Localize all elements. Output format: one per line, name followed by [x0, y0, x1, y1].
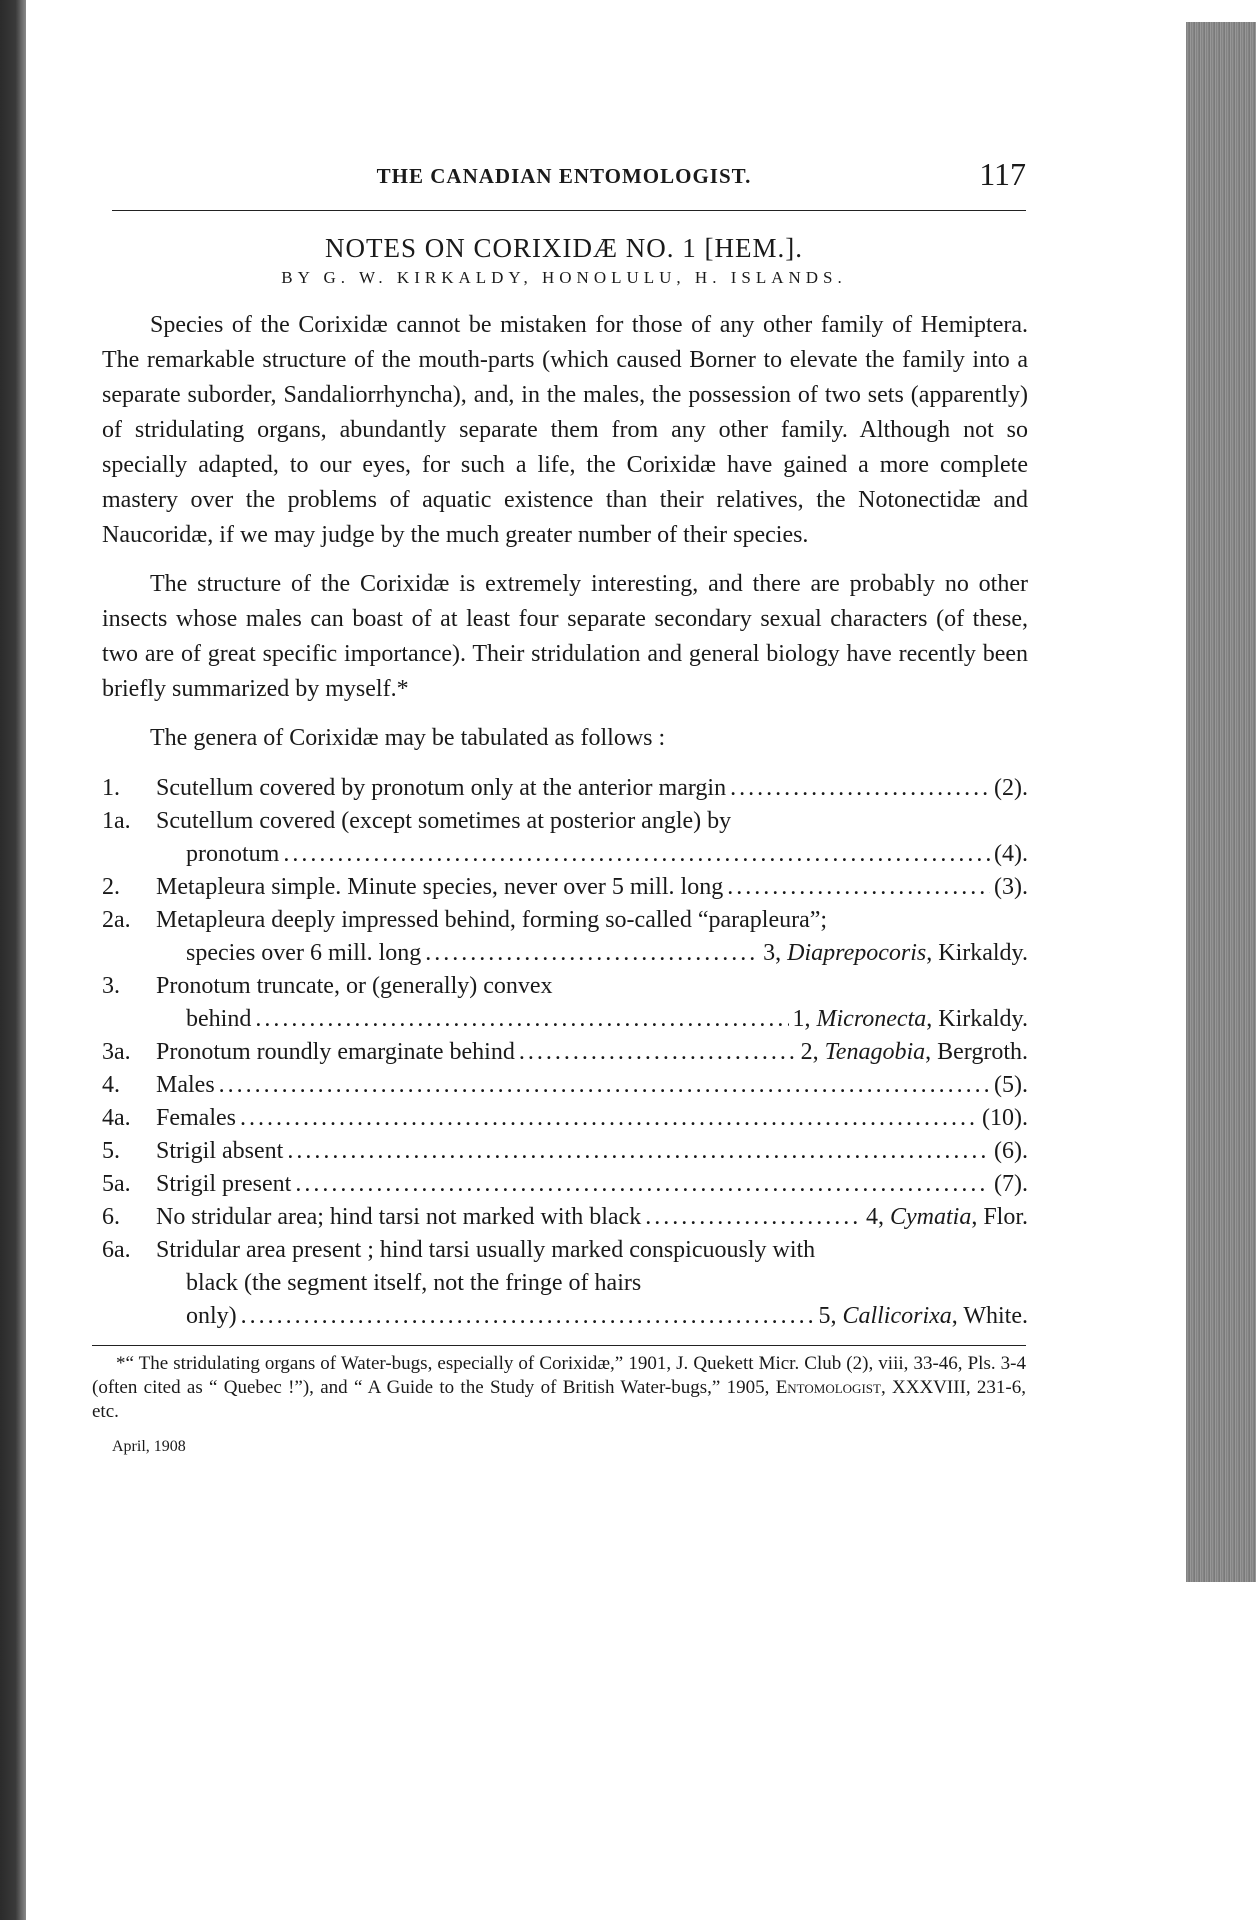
dot-leader [295, 1168, 990, 1201]
paragraph-3: The genera of Corixidæ may be tabulated as follows : [150, 725, 666, 751]
paragraph-2: The structure of the Corixidæ is extremely interesting, and there are probably no other insects whose males can boast of at least four separate secondary sexual characters (of these, two are of great specific importance). Their stridulation and general biology have recently been briefly summarized by myself.* [102, 571, 1028, 702]
dot-leader [255, 1003, 788, 1036]
key-number: 6. [102, 1204, 120, 1230]
key-number: 1a. [102, 808, 131, 834]
key-entry [102, 805, 1028, 871]
key-result: (6). [994, 1138, 1028, 1164]
footnote-text: *“ The stridulating organs of Water-bugs, especially of Corixidæ,” 1901, J. Quekett Micr. Club (2), viii, 33-46, Pls. 3-4 (often cited as “ Quebec !”), and “ A Guide to the Study of British Water-bugs,” 1905, [92, 1353, 1026, 1398]
key-entry [102, 1201, 1028, 1234]
dot-leader [240, 1102, 978, 1135]
key-entry [102, 772, 1028, 805]
running-head [92, 150, 1036, 210]
footnote-rule [92, 1345, 1026, 1346]
key-number: 3a. [102, 1039, 131, 1065]
article-title: NOTES ON CORIXIDÆ NO. 1 [HEM.]. [325, 233, 803, 263]
key-text: Metapleura simple. Minute species, never over 5 mill. long [156, 874, 724, 900]
genus-number: 3, [763, 940, 782, 966]
key-number: 3. [102, 973, 120, 999]
genus-author: , Kirkaldy. [926, 940, 1028, 966]
key-number: 5a. [102, 1171, 131, 1197]
key-text: Females [156, 1105, 236, 1131]
genus-name: Micronecta [816, 1006, 927, 1032]
dot-leader [645, 1201, 862, 1234]
genus-number: 2, [800, 1039, 819, 1065]
key-result [763, 937, 1028, 970]
key-text: Pronotum roundly emarginate behind [156, 1039, 515, 1065]
dot-leader [287, 1135, 990, 1168]
genus-author: , White. [951, 1303, 1028, 1329]
key-result: (4). [994, 841, 1028, 867]
key-text: Scutellum covered (except sometimes at posterior angle) by [156, 808, 732, 834]
genus-author: , Flor. [971, 1204, 1028, 1230]
genus-author: , Kirkaldy. [926, 1006, 1028, 1032]
dot-leader [283, 838, 990, 871]
key-result: (7). [994, 1171, 1028, 1197]
genus-name: Cymatia [889, 1204, 972, 1230]
footnote-journal: Entomologist [775, 1377, 881, 1398]
key-result: (3). [994, 874, 1028, 900]
page [92, 150, 1036, 1710]
key-entry [102, 1036, 1028, 1069]
key-continuation: black (the segment itself, not the fringe of hairs [186, 1270, 642, 1296]
genus-number: 5, [818, 1303, 837, 1329]
key-text: Metapleura deeply impressed behind, forming so-called “parapleura”; [156, 907, 828, 933]
key-number: 6a. [102, 1237, 131, 1263]
footnote-tail: , XXXVIII, 231-6, etc. [92, 1377, 1027, 1422]
dot-leader [425, 937, 759, 970]
key-entry [102, 1234, 1028, 1333]
key-number: 4a. [102, 1105, 131, 1131]
key-entry [102, 1069, 1028, 1102]
page-edges [1186, 22, 1256, 1582]
genus-name: Tenagobia [824, 1039, 926, 1065]
genus-name: Diaprepocoris [787, 940, 927, 966]
byline: BY G. W. KIRKALDY, HONOLULU, H. ISLANDS. [281, 268, 847, 287]
key-continuation: behind [186, 1006, 252, 1032]
key-entry [102, 904, 1028, 970]
key-text: Males [156, 1072, 215, 1098]
key-result [818, 1300, 1028, 1333]
key-result [801, 1036, 1028, 1069]
genus-number: 4, [865, 1204, 884, 1230]
book-spine-shadow [0, 0, 26, 1920]
key-number: 1. [102, 775, 120, 801]
journal-title: THE CANADIAN ENTOMOLOGIST. [376, 164, 752, 188]
key-result: (2). [994, 775, 1028, 801]
key-continuation: pronotum [186, 841, 280, 867]
genera-key [102, 772, 1028, 1333]
genus-name: Callicorixa [842, 1303, 952, 1329]
key-result [866, 1201, 1028, 1234]
key-text: Strigil present [156, 1171, 292, 1197]
key-number: 2a. [102, 907, 131, 933]
header-rule [112, 210, 1026, 211]
key-number: 4. [102, 1072, 120, 1098]
dot-leader [241, 1300, 815, 1333]
dot-leader [730, 772, 990, 805]
key-text: Pronotum truncate, or (generally) convex [156, 973, 553, 999]
footnote [92, 1352, 1026, 1424]
key-entry [102, 1102, 1028, 1135]
key-entry [102, 1135, 1028, 1168]
key-text: No stridular area; hind tarsi not marked with black [156, 1204, 642, 1230]
key-entry [102, 871, 1028, 904]
dot-leader [219, 1069, 990, 1102]
key-result: (5). [994, 1072, 1028, 1098]
key-continuation: species over 6 mill. long [186, 940, 422, 966]
genus-author: , Bergroth. [925, 1039, 1028, 1065]
page-number: 117 [979, 156, 1026, 192]
dot-leader [519, 1036, 797, 1069]
paragraph-1: Species of the Corixidæ cannot be mistaken for those of any other family of Hemiptera. The remarkable structure of the mouth-parts (which caused Borner to elevate the family into a separate suborder, Sandaliorrhyncha), and, in the males, the possession of two sets (apparently) of stridulating organs, abundantly separate them from any other family. Although not so specially adapted, to our eyes, for such a life, the Corixidæ have gained a more complete mastery over the problems of aquatic existence than their relatives, the Notonectidæ and Naucoridæ, if we may judge by the much greater number of their species. [102, 312, 1028, 548]
key-entry [102, 1168, 1028, 1201]
key-text: Scutellum covered by pronotum only at the anterior margin [156, 775, 727, 801]
dot-leader [727, 871, 990, 904]
key-number: 2. [102, 874, 120, 900]
key-result [793, 1003, 1029, 1036]
issue-date: April, 1908 [112, 1438, 186, 1455]
key-entry [102, 970, 1028, 1036]
key-text: Stridular area present ; hind tarsi usually marked conspicuously with [156, 1237, 816, 1263]
genus-number: 1, [792, 1006, 811, 1032]
key-number: 5. [102, 1138, 120, 1164]
key-text: Strigil absent [156, 1138, 284, 1164]
key-continuation: only) [186, 1303, 237, 1329]
key-result: (10). [982, 1105, 1028, 1131]
